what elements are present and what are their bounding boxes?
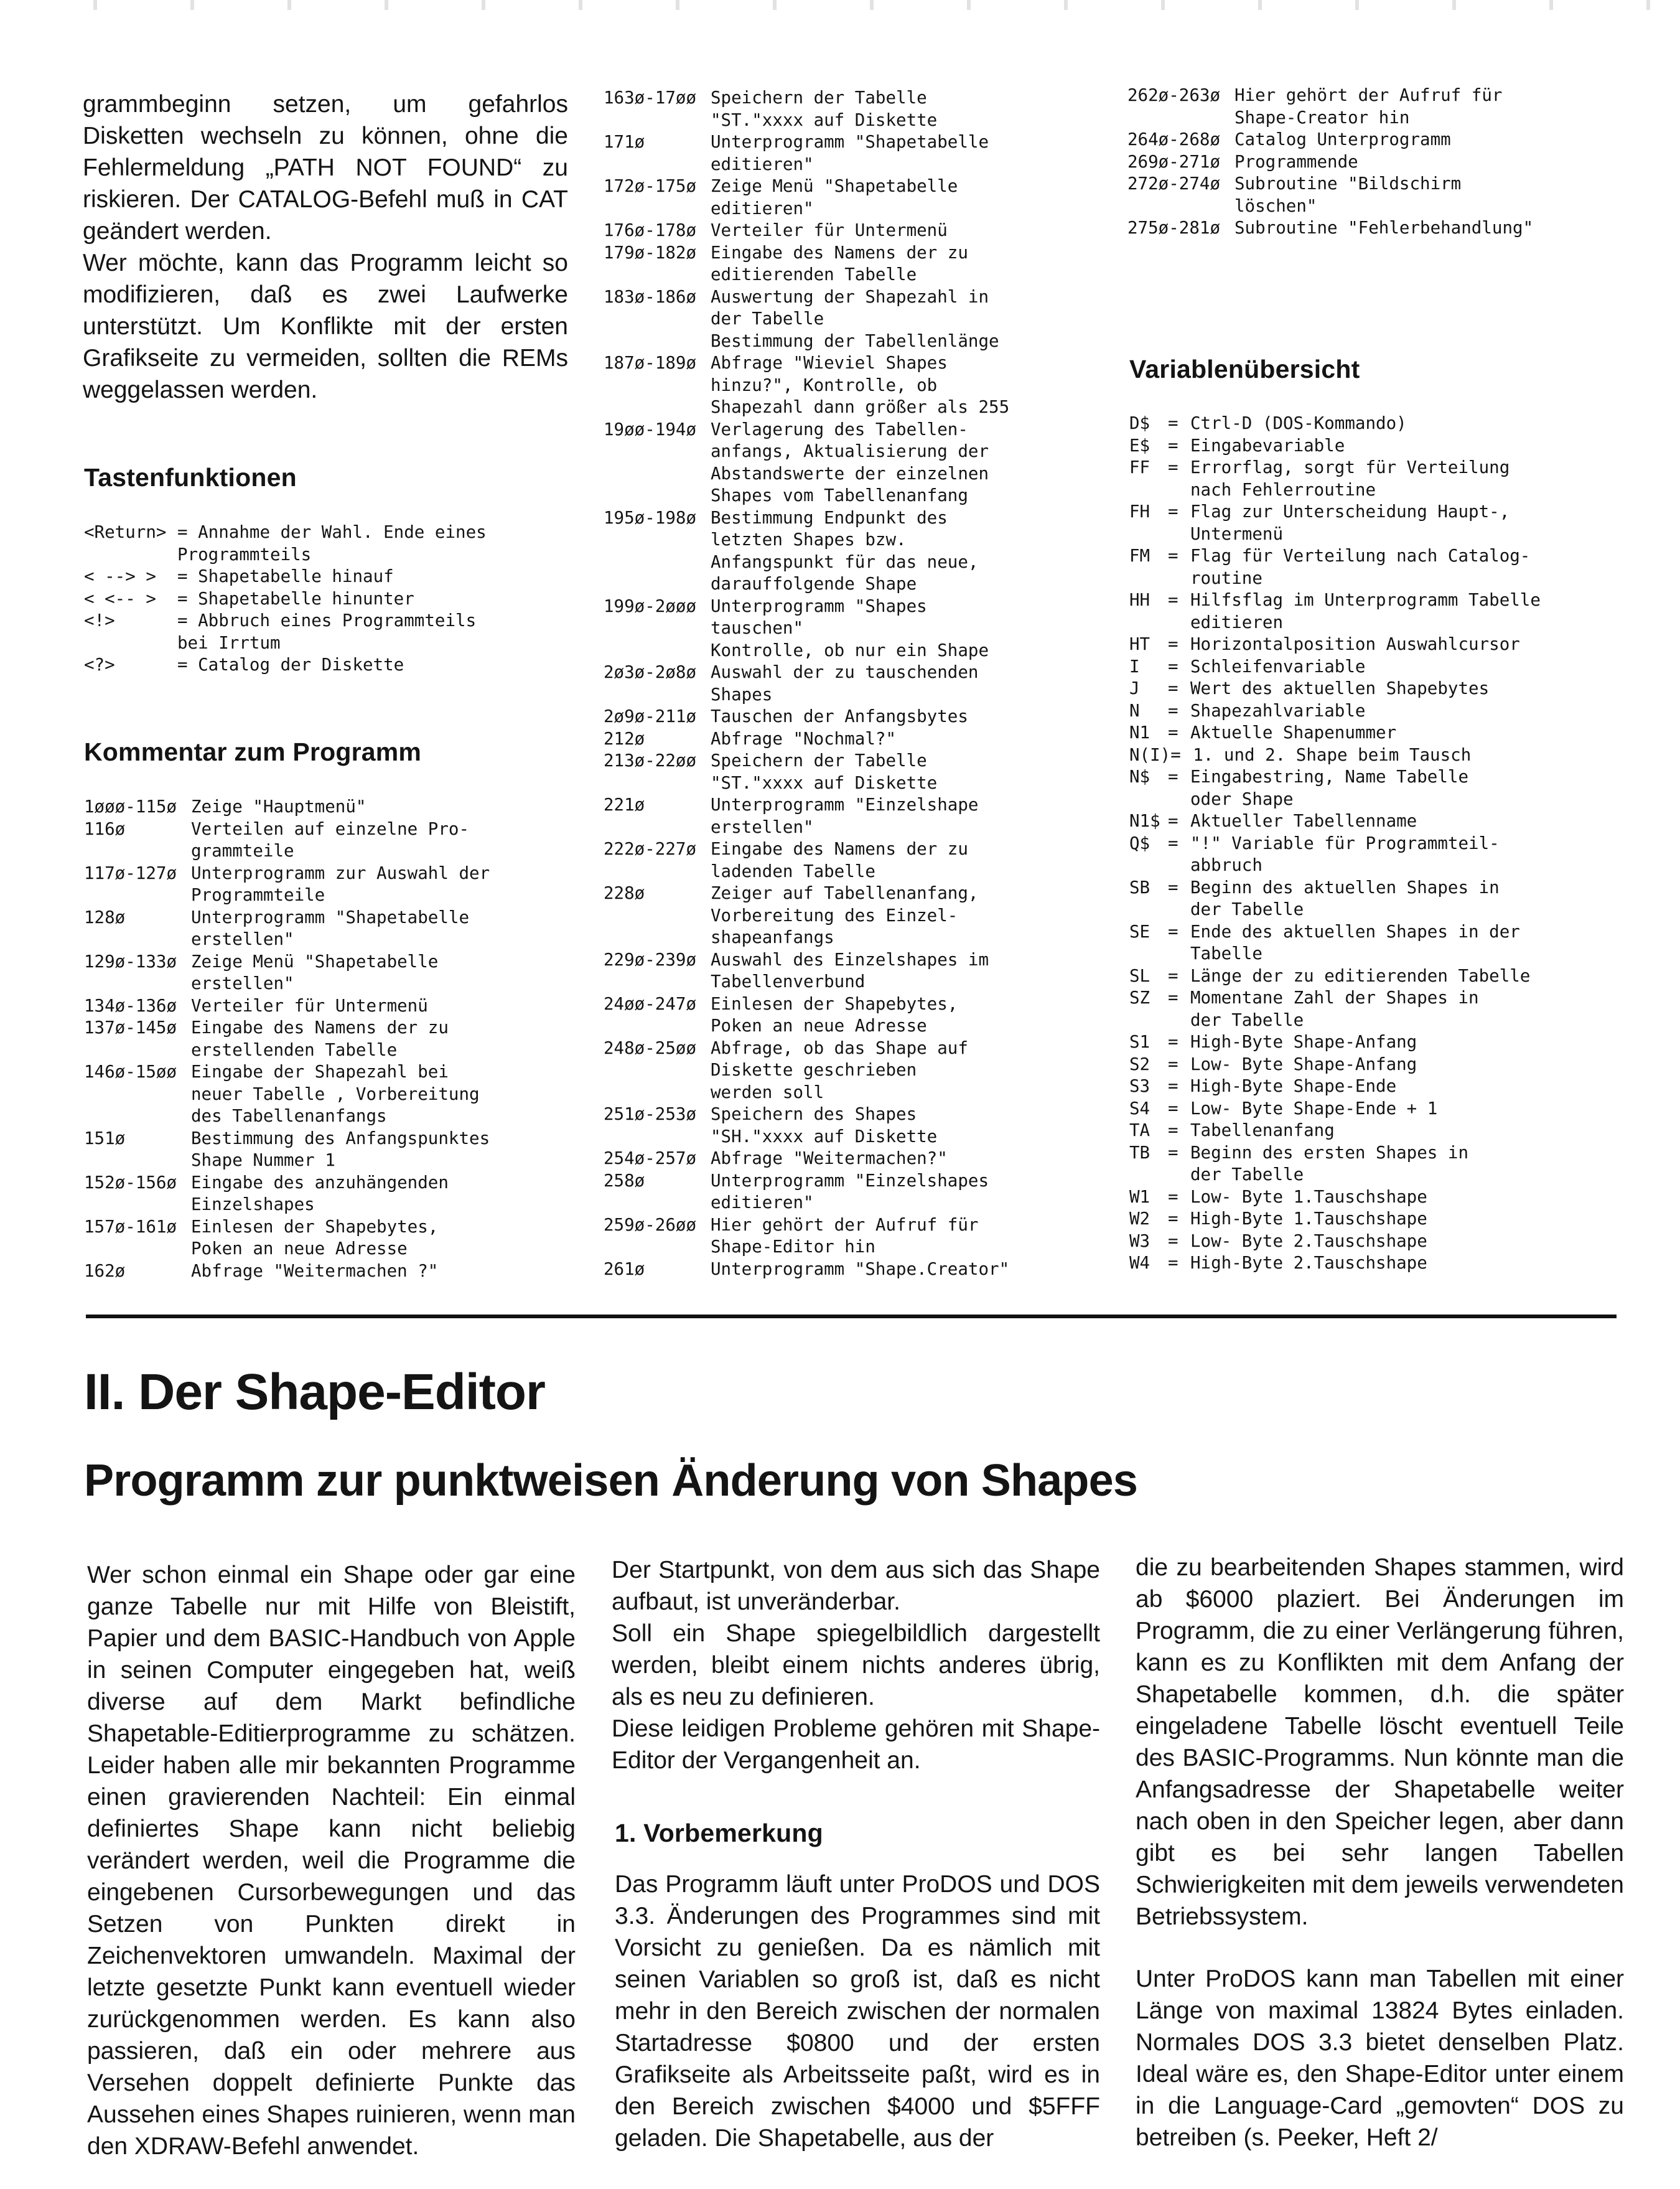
variable-row — [1129, 744, 1646, 767]
comment-row-key: 162ø — [84, 1260, 126, 1281]
equals-sign: = — [1168, 1120, 1178, 1140]
variable-row — [1129, 766, 1646, 810]
key-function-row-text: = Annahme der Wahl. Ende eines Programmteils — [177, 522, 487, 565]
equals-sign: = — [1168, 1076, 1178, 1096]
variable-name: FF — [1129, 457, 1150, 477]
equals-sign: = — [1168, 546, 1178, 566]
comment-row — [604, 1259, 1114, 1281]
comment-row-key: 272ø-274ø — [1127, 174, 1221, 194]
equals-sign: = — [1168, 723, 1178, 743]
comment-row-text: Abfrage "Weitermachen?" — [711, 1148, 948, 1168]
comment-row-text: Abfrage "Wieviel Shapes hinzu?", Kontrolle, ob Shapezahl dann größer als 255 — [711, 353, 1010, 417]
equals-sign: = — [1168, 921, 1178, 942]
variable-row — [1129, 501, 1646, 545]
variable-description: High-Byte 2.Tauschshape — [1190, 1253, 1427, 1273]
variable-row — [1129, 457, 1646, 501]
comment-row-key: 157ø-161ø — [84, 1216, 177, 1237]
variable-description: Momentane Zahl der Shapes in der Tabelle — [1190, 988, 1479, 1030]
comment-row-text: Abfrage, ob das Shape auf Diskette geschrieben werden soll — [711, 1038, 968, 1102]
equals-sign: = — [1168, 502, 1178, 522]
equals-sign: = — [1168, 1253, 1178, 1273]
comment-row-key: 24øø-247ø — [604, 993, 697, 1014]
comment-row-key: 176ø-178ø — [604, 220, 697, 240]
comment-row-key: 187ø-189ø — [604, 353, 697, 373]
comment-row-key: 151ø — [84, 1128, 126, 1148]
comment-row — [84, 818, 582, 863]
variable-name: N1 — [1129, 723, 1150, 743]
key-function-row-key: <!> — [84, 611, 115, 630]
comment-row-text: Unterprogramm "Shapes tauschen" Kontrolle, ob nur ein Shape — [711, 596, 989, 660]
variable-description: Beginn des ersten Shapes in der Tabelle — [1190, 1142, 1469, 1184]
comment-row-text: Zeige "Hauptmenü" — [191, 797, 366, 817]
variable-row — [1129, 413, 1646, 435]
variable-row — [1129, 700, 1646, 723]
variable-name: SZ — [1129, 988, 1150, 1008]
equals-sign: = — [1168, 700, 1178, 721]
variable-description: Ende des aktuellen Shapes in der Tabelle — [1190, 921, 1520, 963]
comment-row-key: 258ø — [604, 1170, 645, 1191]
comment-row-text: Unterprogramm "Shape.Creator" — [711, 1259, 1010, 1279]
comment-row-key: 229ø-239ø — [604, 949, 697, 970]
vars-heading: Variablenübersicht — [1129, 355, 1360, 383]
key-function-row — [84, 654, 532, 677]
variable-description: High-Byte Shape-Ende — [1190, 1076, 1397, 1096]
key-function-row-text: = Shapetabelle hinauf — [177, 566, 394, 586]
key-function-row-text: = Abbruch eines Programmteils bei Irrtum — [177, 611, 477, 653]
variable-name: S4 — [1129, 1098, 1150, 1118]
comment-row-key: 183ø-186ø — [604, 286, 697, 307]
variable-name: SE — [1129, 921, 1150, 942]
equals-sign: = — [1168, 1230, 1178, 1251]
key-function-row-key: <Return> — [84, 522, 167, 542]
variable-row — [1129, 1054, 1646, 1076]
intro-paragraph-2: Wer möchte, kann das Programm leicht so modifizieren, daß es zwei Laufwerke unterstützt. Um Konflikte mit der ersten Grafikseite zu vermeiden, sollten die REMs weggelassen werden. — [83, 250, 568, 403]
key-function-row — [84, 588, 532, 611]
equals-sign: = — [1168, 413, 1178, 433]
comment-row-text: Zeiger auf Tabellenanfang, Vorbereitung des Einzel- shapeanfangs — [711, 883, 979, 947]
variable-name: I — [1129, 656, 1140, 677]
article-col2-lower — [615, 1868, 1100, 2154]
article-col1-paragraph: Wer schon einmal ein Shape oder gar eine ganze Tabelle nur mit Hilfe von Bleistift, Papier und dem BASIC-Handbuch von Apple in seinen Computer eingegeben hat, weiß diverse auf dem Markt befindliche Shapetable-Editierprogramme zu schätzen. Leider haben alle mir bekannten Programme einen gravierenden Nachteil: Ein einmal definiertes Shape kann nicht beliebig verändert werden, weil die Programme die eingebenen Cursorbewegungen und das Setzen von Punkten direkt in Zeichenvektoren umwandeln. Maximal der letzte gesetzte Punkt kann eventuell wieder zurückgenommen werden. Es kann also passieren, daß ein oder mehrere aus Versehen doppelt definierte Punkte das Aussehen eines Shapes ruinieren, wenn man den XDRAW-Befehl anwendet. — [87, 1562, 576, 2160]
section-divider — [86, 1315, 1617, 1318]
equals-sign: = — [1168, 1209, 1178, 1229]
variable-name: S3 — [1129, 1076, 1150, 1096]
variable-row — [1129, 1252, 1646, 1275]
variable-name: TB — [1129, 1142, 1150, 1163]
comment-row — [604, 596, 1114, 662]
equals-sign: = — [1168, 1054, 1178, 1074]
comment-row — [84, 1017, 582, 1061]
variable-name: TA — [1129, 1120, 1150, 1140]
comment-row — [604, 883, 1114, 949]
comment-row — [604, 352, 1114, 419]
comment-row-text: Verlagerung des Tabellen- anfangs, Aktualisierung der Abstandswerte der einzelnen Shapes vom Tabellenanfang — [711, 419, 989, 505]
comment-row-text: Verteilen auf einzelne Pro- grammteile — [191, 818, 470, 861]
comment-row-key: 222ø-227ø — [604, 839, 697, 859]
comment-row-text: Eingabe des Namens der zu erstellenden Tabelle — [191, 1018, 449, 1060]
article-col3-p2: Unter ProDOS kann man Tabellen mit einer Länge von maximal 13824 Bytes einladen. Normales DOS 3.3 bietet denselben Platz. Ideal wäre es, den Shape-Editor unter einem in die Language-Card „gemovten“ DOS zu betreiben (s. Peeker, Heft 2/ — [1136, 1966, 1624, 2151]
variable-name: E$ — [1129, 435, 1150, 456]
comment-row — [604, 1038, 1114, 1104]
comment-row-key: 228ø — [604, 883, 645, 903]
comment-row — [604, 1170, 1114, 1214]
comment-row-key: 254ø-257ø — [604, 1148, 697, 1168]
comment-row-text: Subroutine "Bildschirm löschen" — [1234, 174, 1462, 216]
variable-description: High-Byte 1.Tauschshape — [1190, 1209, 1427, 1229]
comment-row-key: 259ø-26øø — [604, 1214, 697, 1235]
comment-row — [1127, 173, 1656, 217]
variable-name: S1 — [1129, 1032, 1150, 1052]
comment-row-text: Einlesen der Shapebytes, Poken an neue Adresse — [711, 993, 958, 1036]
section-title: II. Der Shape-Editor — [84, 1364, 545, 1420]
variable-row — [1129, 545, 1646, 589]
comment-row-text: Auswahl des Einzelshapes im Tabellenverbund — [711, 949, 989, 991]
scan-edge — [0, 0, 1680, 10]
key-functions-list — [84, 522, 532, 677]
comment-row-key: 129ø-133ø — [84, 951, 177, 972]
variable-row — [1129, 965, 1646, 988]
comment-row — [604, 750, 1114, 794]
comment-row-text: Hier gehört der Aufruf für Shape-Editor hin — [711, 1214, 979, 1257]
comment-row — [604, 1214, 1114, 1259]
variable-description: Low- Byte 1.Tauschshape — [1190, 1186, 1427, 1207]
keys-heading: Tastenfunktionen — [84, 463, 297, 492]
comment-row-key: 264ø-268ø — [1127, 129, 1221, 149]
variable-description: Flag zur Unterscheidung Haupt-, Untermenü — [1190, 502, 1510, 544]
comment-row-text: Abfrage "Weitermachen ?" — [191, 1260, 439, 1281]
equals-sign: = — [1168, 877, 1178, 898]
comment-row-key: 262ø-263ø — [1127, 85, 1221, 105]
variable-name: W3 — [1129, 1230, 1150, 1251]
comment-row-key: 195ø-198ø — [604, 507, 697, 528]
equals-sign: = — [1168, 678, 1178, 698]
equals-sign: = — [1170, 744, 1181, 765]
comment-row-key: 179ø-182ø — [604, 242, 697, 263]
comment-row-key: 248ø-25øø — [604, 1038, 697, 1058]
variable-name: W2 — [1129, 1209, 1150, 1229]
comment-row-text: Abfrage "Nochmal?" — [711, 728, 897, 749]
variable-row — [1129, 1186, 1646, 1209]
comment-row-text: Tauschen der Anfangsbytes — [711, 706, 968, 726]
variable-row — [1129, 722, 1646, 744]
variable-row — [1129, 1120, 1646, 1142]
article-col3 — [1136, 1552, 1624, 2154]
comment-row-text: Speichern der Tabelle "ST."xxxx auf Diskette — [711, 751, 938, 793]
comment-row — [604, 949, 1114, 993]
variable-row — [1129, 589, 1646, 634]
variable-row — [1129, 1098, 1646, 1120]
variable-description: Wert des aktuellen Shapebytes — [1190, 678, 1490, 698]
article-col2-p4: Das Programm läuft unter ProDOS und DOS 3.3. Änderungen des Programmes sind mit Vorsicht zu genießen. Da es nämlich mit seinen Variablen so groß ist, daß es nicht mehr in den Bereich zwischen der normalen Startadresse $0800 und der ersten Grafikseite als Arbeitsseite paßt, wird es in den Bereich zwischen $4000 und $5FFF geladen. Die Shapetabelle, aus der — [615, 1871, 1100, 2152]
comment-row — [84, 951, 582, 995]
variable-description: Eingabevariable — [1190, 435, 1345, 456]
comment-row-key: 212ø — [604, 728, 645, 749]
variable-row — [1129, 1208, 1646, 1230]
comment-row — [84, 1172, 582, 1216]
variable-row — [1129, 435, 1646, 457]
variable-name: SL — [1129, 965, 1150, 986]
equals-sign: = — [1168, 988, 1178, 1008]
variable-description: Low- Byte Shape-Anfang — [1190, 1054, 1417, 1074]
variable-row — [1129, 1076, 1646, 1098]
comment-row — [1127, 129, 1656, 151]
comment-row — [604, 662, 1114, 706]
key-function-row-text: = Catalog der Diskette — [177, 655, 404, 675]
vorbemerkung-heading: 1. Vorbemerkung — [615, 1819, 823, 1847]
comment-row-text: Zeige Menü "Shapetabelle editieren" — [711, 176, 958, 218]
comment-row-key: 137ø-145ø — [84, 1018, 177, 1038]
comment-row-key: 213ø-22øø — [604, 751, 697, 771]
comment-row-key: 1øøø-115ø — [84, 797, 177, 817]
comment-row — [604, 507, 1114, 596]
comment-row-text: Hier gehört der Aufruf für Shape-Creator hin — [1234, 85, 1503, 128]
article-col1 — [87, 1559, 576, 2162]
comment-row-text: Unterprogramm "Shapetabelle editieren" — [711, 132, 989, 174]
variable-description: Low- Byte Shape-Ende + 1 — [1190, 1098, 1438, 1118]
equals-sign: = — [1168, 1186, 1178, 1207]
comment-row — [1127, 151, 1656, 174]
equals-sign: = — [1168, 656, 1178, 677]
article-col2-p2: Soll ein Shape spiegelbildlich dargestellt werden, bleibt einem nichts anderes übrig, als es neu zu definieren. — [612, 1620, 1100, 1710]
comment-row-text: Unterprogramm "Einzelshapes editieren" — [711, 1170, 989, 1212]
program-comments-col3 — [1127, 85, 1656, 240]
variable-description: Länge der zu editierenden Tabelle — [1190, 965, 1531, 986]
equals-sign: = — [1168, 1142, 1178, 1163]
equals-sign: = — [1168, 435, 1178, 456]
article-col2-p3: Diese leidigen Probleme gehören mit Shape-Editor der Vergangenheit an. — [612, 1715, 1100, 1774]
comment-row — [604, 419, 1114, 507]
variable-description: Schleifenvariable — [1190, 656, 1366, 677]
variable-name: W4 — [1129, 1253, 1150, 1273]
comment-row — [84, 796, 582, 818]
equals-sign: = — [1168, 590, 1178, 610]
variable-description: High-Byte Shape-Anfang — [1190, 1032, 1417, 1052]
program-comments-col1 — [84, 796, 582, 1282]
variable-row — [1129, 810, 1646, 833]
comment-row-key: 2ø3ø-2ø8ø — [604, 662, 697, 682]
comment-row — [84, 995, 582, 1018]
comment-row-text: Unterprogramm "Shapetabelle erstellen" — [191, 907, 470, 949]
comment-row — [604, 242, 1114, 286]
comment-row-key: 117ø-127ø — [84, 863, 177, 883]
comment-row — [604, 1104, 1114, 1148]
comment-row-text: Eingabe des Namens der zu editierenden Tabelle — [711, 242, 968, 284]
variable-row — [1129, 656, 1646, 678]
article-subtitle: Programm zur punktweisen Änderung von Shapes — [84, 1456, 1138, 1506]
variable-description: Flag für Verteilung nach Catalog- routine — [1190, 546, 1531, 588]
comment-row — [84, 907, 582, 951]
comment-row — [84, 863, 582, 907]
comment-row-key: 134ø-136ø — [84, 995, 177, 1016]
equals-sign: = — [1168, 457, 1178, 477]
variable-row — [1129, 634, 1646, 656]
variable-row — [1129, 987, 1646, 1031]
comment-row-text: Unterprogramm "Einzelshape erstellen" — [711, 795, 979, 837]
comment-row-text: Programmende — [1234, 151, 1358, 172]
comment-row — [604, 286, 1114, 353]
variable-description: Beginn des aktuellen Shapes in der Tabelle — [1190, 877, 1500, 919]
key-function-row — [84, 566, 532, 588]
comment-row-text: Verteiler für Untermenü — [711, 220, 948, 240]
comment-row-text: Catalog Unterprogramm — [1234, 129, 1451, 149]
article-col2 — [612, 1554, 1100, 1776]
article-col3-p1: die zu bearbeitenden Shapes stammen, wird ab $6000 plaziert. Bei Änderungen im Programm, die zu einer Verlängerung führen, kann es zu Konflikten mit dem Anfang der Shapetabelle kommen, d.h. die später eingeladene Tabelle löscht eventuell Teile des BASIC-Programms. Nun könnte man die Anfangsadresse der Shapetabelle weiter nach oben in den Speicher legen, aber dann gibt es bei sehr langen Tabellen Schwierigkeiten mit dem jeweils verwendeten Betriebssystem. — [1136, 1554, 1624, 1930]
comment-row-text: Speichern der Tabelle "ST."xxxx auf Diskette — [711, 88, 938, 130]
key-function-row-key: < --> > — [84, 566, 156, 586]
variable-name: N(I) — [1129, 744, 1171, 765]
variable-row — [1129, 1031, 1646, 1054]
variable-description: Hilfsflag im Unterprogramm Tabelle editieren — [1190, 590, 1541, 632]
variable-name: FH — [1129, 502, 1150, 522]
comment-row — [84, 1128, 582, 1172]
comment-row-key: 19øø-194ø — [604, 419, 697, 439]
intro-paragraph-1: grammbeginn setzen, um gefahrlos Disketten wechseln zu können, ohne die Fehlermeldung „PATH NOT FOUND“ zu riskieren. Der CATALOG-Befehl muß in CAT geändert werden. — [83, 91, 568, 245]
comment-row-text: Eingabe des Namens der zu ladenden Tabelle — [711, 839, 968, 881]
key-function-row-key: <?> — [84, 655, 115, 675]
intro-text — [83, 88, 568, 406]
variable-name: N — [1129, 700, 1140, 721]
comment-row-key: 152ø-156ø — [84, 1172, 177, 1193]
comment-row-key: 172ø-175ø — [604, 176, 697, 196]
variable-description: Shapezahlvariable — [1190, 700, 1366, 721]
comment-row-key: 261ø — [604, 1259, 645, 1279]
comment-row-text: Auswertung der Shapezahl in der Tabelle Bestimmung der Tabellenlänge — [711, 286, 999, 351]
comment-row-key: 221ø — [604, 795, 645, 815]
comment-row-key: 275ø-281ø — [1127, 218, 1221, 238]
comment-row — [604, 728, 1114, 751]
key-function-row-text: = Shapetabelle hinunter — [177, 588, 414, 609]
comment-row-text: Subroutine "Fehlerbehandlung" — [1234, 218, 1534, 238]
comment-row — [604, 706, 1114, 728]
variable-description: Eingabestring, Name Tabelle oder Shape — [1190, 767, 1469, 809]
comment-row-key: 146ø-15øø — [84, 1062, 177, 1082]
comment-row-key: 2ø9ø-211ø — [604, 706, 697, 726]
variable-row — [1129, 877, 1646, 921]
variable-name: N1$ — [1129, 811, 1160, 831]
comment-row-key: 128ø — [84, 907, 126, 927]
comment-row-text: Auswahl der zu tauschenden Shapes — [711, 662, 979, 705]
variable-description: Aktueller Tabellenname — [1190, 811, 1417, 831]
comment-row-text: Bestimmung des Anfangspunktes Shape Nummer 1 — [191, 1128, 490, 1170]
variable-name: D$ — [1129, 413, 1150, 433]
variable-name: W1 — [1129, 1186, 1150, 1207]
equals-sign: = — [1168, 767, 1178, 787]
variable-name: J — [1129, 678, 1140, 698]
variable-name: HT — [1129, 634, 1150, 654]
comment-row — [604, 131, 1114, 176]
comment-row-text: Verteiler für Untermenü — [191, 995, 428, 1016]
variable-description: Aktuelle Shapenummer — [1190, 723, 1397, 743]
variable-row — [1129, 1230, 1646, 1253]
comment-row — [604, 993, 1114, 1038]
variable-row — [1129, 833, 1646, 877]
variable-name: HH — [1129, 590, 1150, 610]
comment-row — [84, 1061, 582, 1128]
comment-row — [84, 1216, 582, 1260]
key-function-row-key: < <-- > — [84, 588, 156, 609]
comment-row-key: 171ø — [604, 132, 645, 152]
comment-row-text: Einlesen der Shapebytes, Poken an neue Adresse — [191, 1216, 439, 1259]
comment-row-key: 199ø-2øøø — [604, 596, 697, 616]
key-function-row — [84, 522, 532, 566]
comment-row — [604, 1148, 1114, 1170]
variable-row — [1129, 1142, 1646, 1186]
variable-row — [1129, 921, 1646, 965]
variable-description: Ctrl-D (DOS-Kommando) — [1190, 413, 1407, 433]
variable-name: S2 — [1129, 1054, 1150, 1074]
equals-sign: = — [1168, 965, 1178, 986]
equals-sign: = — [1168, 1098, 1178, 1118]
comment-heading: Kommentar zum Programm — [84, 738, 422, 766]
article-col2-p1: Der Startpunkt, von dem aus sich das Shape aufbaut, ist unveränderbar. — [612, 1557, 1100, 1615]
comment-row — [604, 794, 1114, 838]
comment-row — [604, 220, 1114, 242]
variable-name: SB — [1129, 877, 1150, 898]
variable-description: 1. und 2. Shape beim Tausch — [1193, 744, 1472, 765]
equals-sign: = — [1168, 634, 1178, 654]
comment-row-text: Speichern des Shapes "SH."xxxx auf Diskette — [711, 1104, 938, 1146]
comment-row — [1127, 217, 1656, 240]
equals-sign: = — [1168, 1032, 1178, 1052]
comment-row-key: 116ø — [84, 818, 126, 839]
program-comments-col2 — [604, 87, 1114, 1280]
equals-sign: = — [1168, 833, 1178, 853]
comment-row-key: 251ø-253ø — [604, 1104, 697, 1124]
variable-description: Low- Byte 2.Tauschshape — [1190, 1230, 1427, 1251]
comment-row-text: Eingabe der Shapezahl bei neuer Tabelle , Vorbereitung des Tabellenanfangs — [191, 1062, 480, 1126]
comment-row-text: Zeige Menü "Shapetabelle erstellen" — [191, 951, 439, 993]
variable-description: "!" Variable für Programmteil- abbruch — [1190, 833, 1500, 875]
comment-row-text: Unterprogramm zur Auswahl der Programmteile — [191, 863, 490, 905]
comment-row-key: 163ø-17øø — [604, 88, 697, 108]
comment-row — [604, 176, 1114, 220]
variable-row — [1129, 678, 1646, 700]
comment-row — [84, 1260, 582, 1283]
comment-row — [604, 838, 1114, 883]
variable-description: Horizontalposition Auswahlcursor — [1190, 634, 1520, 654]
comment-row — [604, 87, 1114, 131]
variable-name: N$ — [1129, 767, 1150, 787]
variable-name: FM — [1129, 546, 1150, 566]
comment-row-key: 269ø-271ø — [1127, 151, 1221, 172]
variable-name: Q$ — [1129, 833, 1150, 853]
variable-description: Errorflag, sorgt für Verteilung nach Fehlerroutine — [1190, 457, 1510, 500]
comment-row-text: Bestimmung Endpunkt des letzten Shapes bzw. Anfangspunkt für das neue, darauffolgende Shape — [711, 507, 979, 594]
comment-row — [1127, 85, 1656, 129]
variable-description: Tabellenanfang — [1190, 1120, 1335, 1140]
key-function-row — [84, 610, 532, 654]
equals-sign: = — [1168, 811, 1178, 831]
variables-list — [1129, 413, 1646, 1275]
comment-row-text: Eingabe des anzuhängenden Einzelshapes — [191, 1172, 449, 1214]
